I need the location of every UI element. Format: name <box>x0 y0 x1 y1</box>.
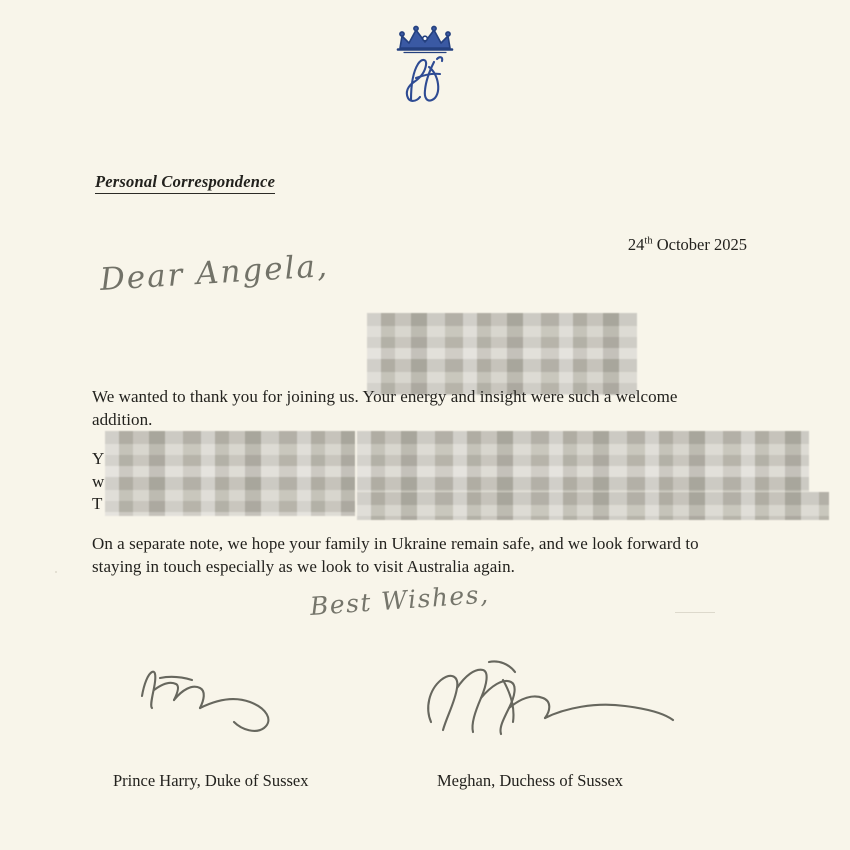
handwritten-signature-icon <box>130 650 350 755</box>
paragraph-1-after: . Your energy and insight were such a welcome addition. <box>92 387 678 429</box>
paragraph-2 <box>92 448 742 516</box>
paragraph-3: On a separate note, we hope your family in Ukraine remain safe, and we look forward to staying in touch especially as we look to visit Australia again. <box>92 534 699 576</box>
salutation-handwritten: Dear Angela, <box>98 248 330 298</box>
handwritten-signature-icon <box>415 650 715 760</box>
signoff-handwritten: Best Wishes, <box>308 579 491 621</box>
date-day: 24 <box>627 235 645 254</box>
redacted-block <box>367 313 637 395</box>
paragraph-2-fragment: Y <box>92 449 105 468</box>
paragraph-1-before: We wanted to thank you for joining us <box>92 387 355 406</box>
paragraph-2-fragment: w <box>92 471 105 491</box>
personal-correspondence-heading: Personal Correspondence <box>95 172 275 194</box>
signature-name-harry: Prince Harry, Duke of Sussex <box>113 771 309 790</box>
date-ordinal: th <box>644 235 653 247</box>
date-rest: October 2025 <box>652 235 747 254</box>
signature-name-meghan: Meghan, Duchess of Sussex <box>437 771 624 790</box>
paragraph-2-fragment: T <box>92 494 103 513</box>
letter-date <box>628 235 747 255</box>
paragraph-1 <box>92 386 742 431</box>
paper-speck <box>675 612 715 613</box>
royal-monogram-crown-h-icon <box>0 22 850 112</box>
paper-speck <box>55 571 57 573</box>
